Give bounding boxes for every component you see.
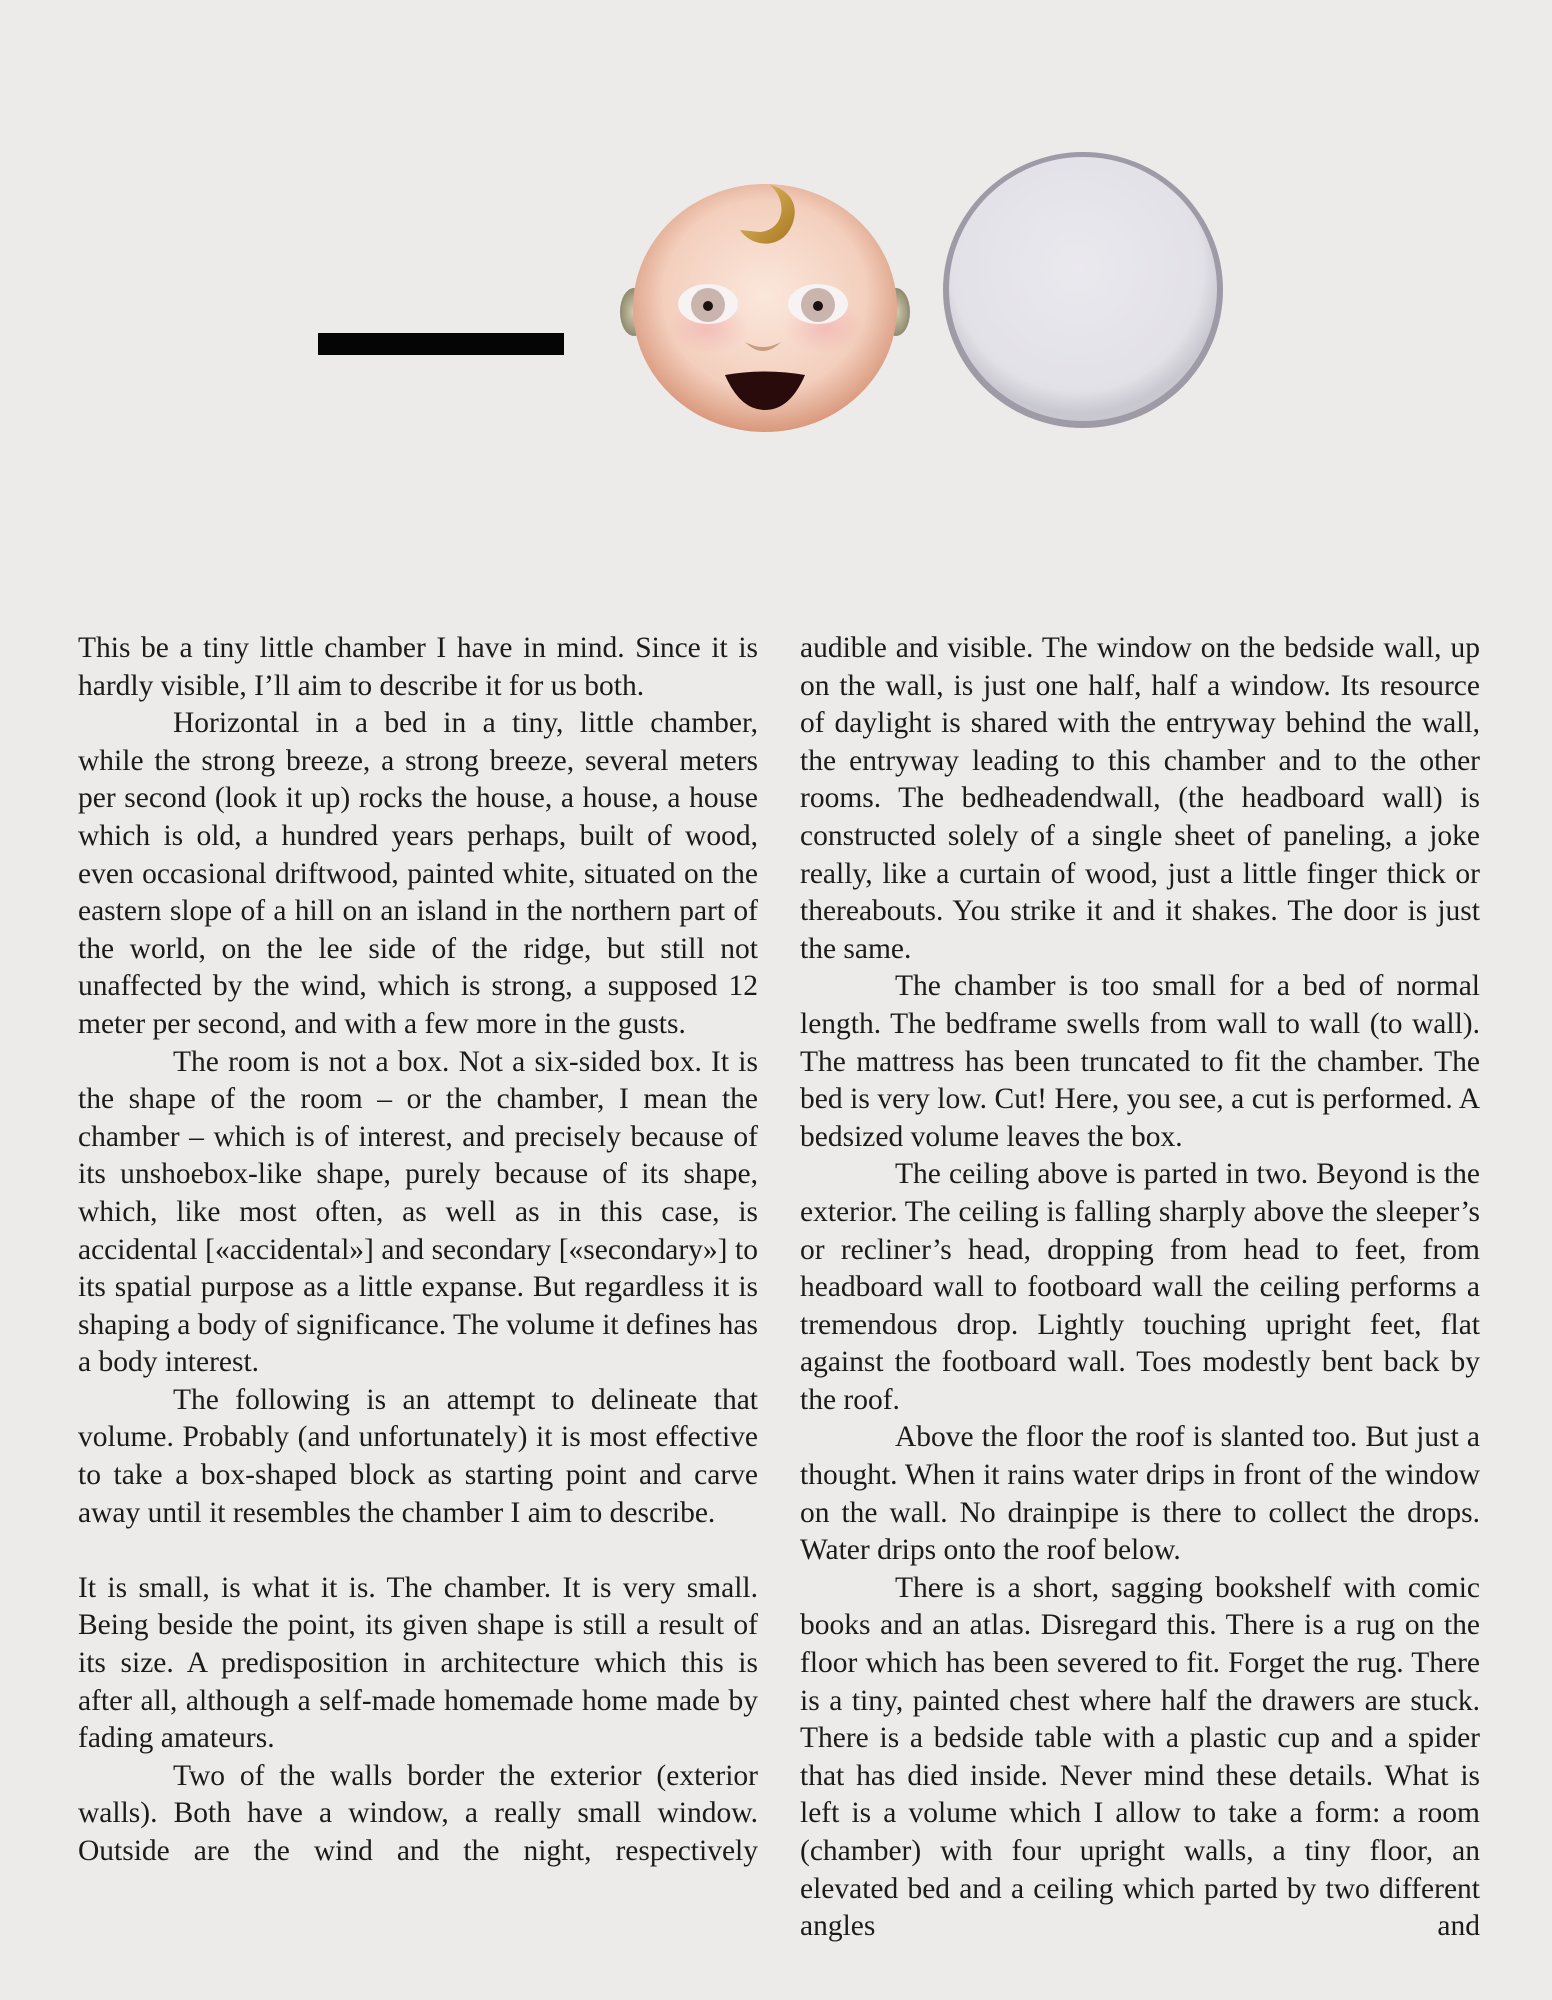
- paragraph: Horizontal in a bed in a tiny, little chamber, while the strong breeze, a strong breeze, several meters per second (look it up) rocks the house, a house, a house which is old, a hundred years perhaps, built of wood, even occasional driftwood, painted white, situated on the eastern slope of a hill on an island in the northern part of the world, on the lee side of the ridge, but still not unaffected by the wind, which is strong, a supposed 12 meter per second, and with a few more in the gusts.: [78, 707, 758, 1040]
- paragraph: The ceiling above is parted in two. Beyond is the exterior. The ceiling is falling sharply above the sleeper’s or recliner’s head, dropping from head to feet, from headboard wall to footboard wall the ceiling performs a tremendous drop. Lightly touching upright feet, flat against the footboard wall. Toes modestly bent back by the roof.: [800, 1158, 1480, 1416]
- black-bar-icon: [318, 333, 564, 355]
- paragraph: Above the floor the roof is slanted too. But just a thought. When it rains water drips in front of the window on the wall. No drainpipe is there to collect the drops. Water drips onto the roof below.: [800, 1421, 1480, 1567]
- left-column: [78, 630, 758, 1871]
- paragraph: This be a tiny little chamber I have in mind. Since it is hardly visible, I’ll aim to describe it for us both.: [78, 632, 758, 702]
- left-pupil: [703, 301, 713, 311]
- paragraph: audible and visible. The window on the bedside wall, up on the wall, is just one half, half a window. Its resource of daylight is shared with the entryway behind the wall, the entryway leading to this chamber and to the other rooms. The bedheadendwall, (the headboard wall) is constructed solely of a single sheet of paneling, a joke really, like a curtain of wood, just a little finger thick or thereabouts. You strike it and it shakes. The door is just the same.: [800, 632, 1480, 965]
- right-column: [800, 630, 1480, 1946]
- empty-circle-icon: [938, 148, 1228, 433]
- paragraph: There is a short, sagging bookshelf with comic books and an atlas. Disregard this. There is a rug on the floor which has been severed to fit. Forget the rug. There is a tiny, painted chest where half the drawers are stuck. There is a bedside table with a plastic cup and a spider that has died inside. Never mind these details. What is left is a volume which I allow to take a form: a room (chamber) with four upright walls, a tiny floor, an elevated bed and a ceiling which parted by two different angles and: [800, 1571, 1480, 1943]
- paragraph: It is small, is what it is. The chamber. It is very small. Being beside the point, its given shape is still a result of its size. A predisposition in architecture which this is after all, although a self-made homemade home made by fading amateurs.: [78, 1571, 758, 1755]
- right-pupil: [813, 301, 823, 311]
- paragraph: The following is an attempt to delineate that volume. Probably (and unfortunately) it is most effective to take a box-shaped block as starting point and carve away until it resembles the chamber I aim to describe.: [78, 1383, 758, 1529]
- baby-face-emoji-icon: [620, 170, 910, 435]
- paragraph: Two of the walls border the exterior (exterior walls). Both have a window, a really small window. Outside are the wind and the night, respectively: [78, 1759, 758, 1867]
- paragraph: The room is not a box. Not a six-sided box. It is the shape of the room – or the chamber, I mean the chamber – which is of interest, and precisely because of its unshoebox-like shape, purely because of its shape, which, like most often, as well as in this case, is accidental [«accidental»] and secondary [«secondary»] to its spatial purpose as a little expanse. But regardless it is shaping a body of significance. The volume it defines has a body interest.: [78, 1045, 758, 1379]
- paragraph: The chamber is too small for a bed of normal length. The bedframe swells from wall to wall (to wall). The mattress has been truncated to fit the chamber. The bed is very low. Cut! Here, you see, a cut is performed. A bedsized volume leaves the box.: [800, 970, 1480, 1153]
- illustration-row: [0, 0, 1552, 480]
